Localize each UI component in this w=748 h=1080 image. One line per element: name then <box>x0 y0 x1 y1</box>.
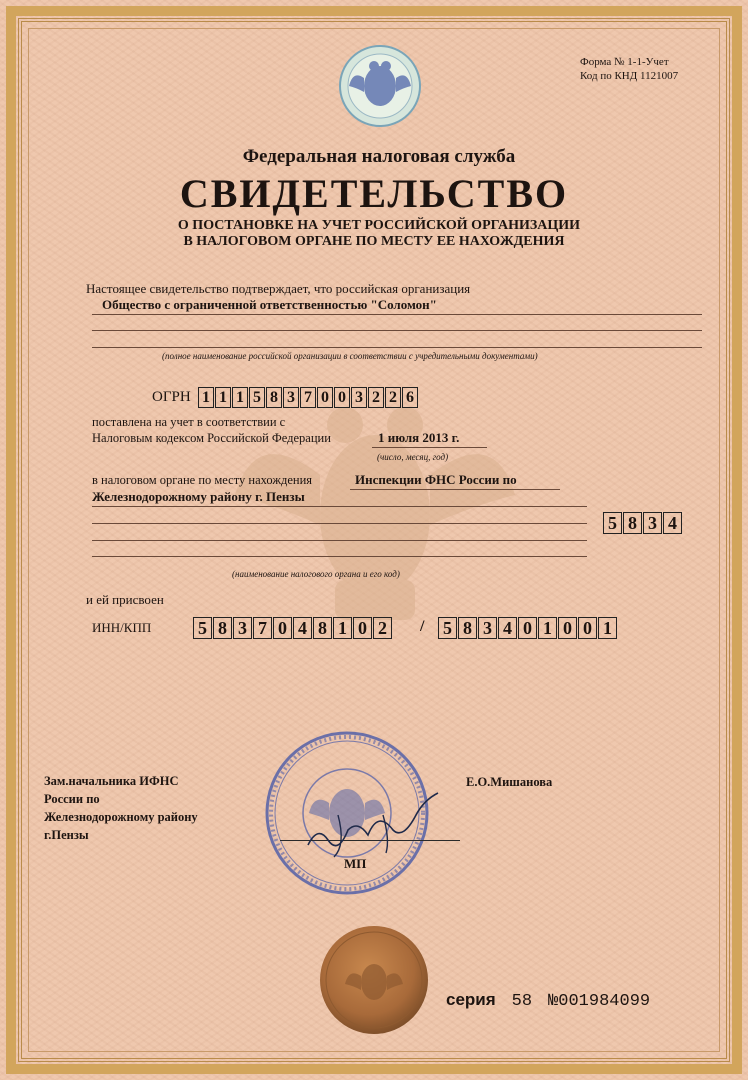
kpp-digit: 1 <box>598 617 617 639</box>
agency-name: Федеральная налоговая служба <box>242 146 516 167</box>
ogrn-digit: 3 <box>283 387 299 408</box>
inn-digit: 7 <box>253 617 272 639</box>
tax-office-name-2: Железнодорожному району г. Пензы <box>92 489 305 504</box>
inn-digit: 0 <box>353 617 372 639</box>
ogrn-digit: 2 <box>368 387 384 408</box>
subtitle-line-1: О ПОСТАНОВКЕ НА УЧЕТ РОССИЙСКОЙ ОРГАНИЗАЦИИ <box>177 218 581 233</box>
ogrn-digit: 1 <box>232 387 248 408</box>
inn-digit: 8 <box>313 617 332 639</box>
tax-office-code-digit: 8 <box>623 512 642 534</box>
ogrn-label: ОГРН <box>152 389 191 405</box>
kpp-digit: 4 <box>498 617 517 639</box>
tax-office-label: в налоговом органе по месту нахождения <box>92 473 313 487</box>
kpp-digit: 0 <box>518 617 537 639</box>
registered-text-1: поставлена на учет в соответствии с <box>92 415 286 429</box>
signer-name: Е.О.Мишанова <box>466 775 553 789</box>
signature-icon <box>298 785 458 865</box>
form-number: Форма № 1-1-Учет <box>580 56 669 68</box>
inn-digit: 0 <box>273 617 292 639</box>
subtitle-line-2: В НАЛОГОВОМ ОРГАНЕ ПО МЕСТУ ЕЕ НАХОЖДЕНИЯ <box>183 234 565 249</box>
ogrn-digit: 6 <box>402 387 418 408</box>
intro-text: Настоящее свидетельство подтверждает, что российская организация <box>86 281 471 296</box>
organization-name-note: (полное наименование российской организации в соответствии с учредительными документами) <box>162 351 538 361</box>
ogrn-boxes <box>198 387 419 408</box>
signer-position-4: г.Пензы <box>44 828 89 842</box>
organization-name: Общество с ограниченной ответственностью "Соломон" <box>102 297 437 312</box>
ogrn-digit: 0 <box>334 387 350 408</box>
ogrn-digit: 2 <box>385 387 401 408</box>
certificate-title: СВИДЕТЕЛЬСТВО <box>179 171 569 216</box>
inn-kpp-slash: / <box>420 618 425 635</box>
kpp-digit: 0 <box>578 617 597 639</box>
ogrn-digit: 3 <box>351 387 367 408</box>
inn-digit: 5 <box>193 617 212 639</box>
tax-office-note: (наименование налогового органа и его код) <box>232 569 400 579</box>
kpp-digit: 5 <box>438 617 457 639</box>
ogrn-digit: 7 <box>300 387 316 408</box>
gold-seal-icon <box>318 924 430 1036</box>
ogrn-digit: 5 <box>249 387 265 408</box>
stamp-place-label: МП <box>344 856 367 871</box>
kpp-digit: 3 <box>478 617 497 639</box>
tax-office-code-digit: 4 <box>663 512 682 534</box>
ogrn-digit: 1 <box>215 387 231 408</box>
inn-boxes <box>193 617 393 639</box>
inn-kpp-label: ИНН/КПП <box>92 620 152 635</box>
kpp-digit: 8 <box>458 617 477 639</box>
tax-office-name-1: Инспекции ФНС России по <box>355 472 517 487</box>
ogrn-digit: 8 <box>266 387 282 408</box>
inn-digit: 2 <box>373 617 392 639</box>
registered-text-2: Налоговым кодексом Российской Федерации <box>92 431 331 445</box>
certificate-number: №001984099 <box>548 992 651 1011</box>
series-label: серия <box>446 990 496 1009</box>
ogrn-digit: 1 <box>198 387 214 408</box>
tax-office-code-boxes <box>603 512 683 534</box>
kpp-digit: 1 <box>538 617 557 639</box>
knd-code: Код по КНД 1121007 <box>580 70 679 82</box>
ogrn-digit: 0 <box>317 387 333 408</box>
kpp-digit: 0 <box>558 617 577 639</box>
tax-office-code-digit: 5 <box>603 512 622 534</box>
inn-digit: 1 <box>333 617 352 639</box>
assigned-text: и ей присвоен <box>86 592 164 607</box>
date-note: (число, месяц, год) <box>377 452 449 462</box>
series-value: 58 <box>511 992 533 1011</box>
inn-digit: 4 <box>293 617 312 639</box>
tax-office-code-digit: 3 <box>643 512 662 534</box>
registration-date: 1 июля 2013 г. <box>378 430 460 445</box>
signer-position-1: Зам.начальника ИФНС <box>44 774 179 788</box>
inn-digit: 8 <box>213 617 232 639</box>
emblem-icon <box>335 42 425 130</box>
signer-position-3: Железнодорожному району <box>44 810 198 824</box>
signer-position-2: России по <box>44 792 100 806</box>
inn-digit: 3 <box>233 617 252 639</box>
kpp-boxes <box>438 617 618 639</box>
